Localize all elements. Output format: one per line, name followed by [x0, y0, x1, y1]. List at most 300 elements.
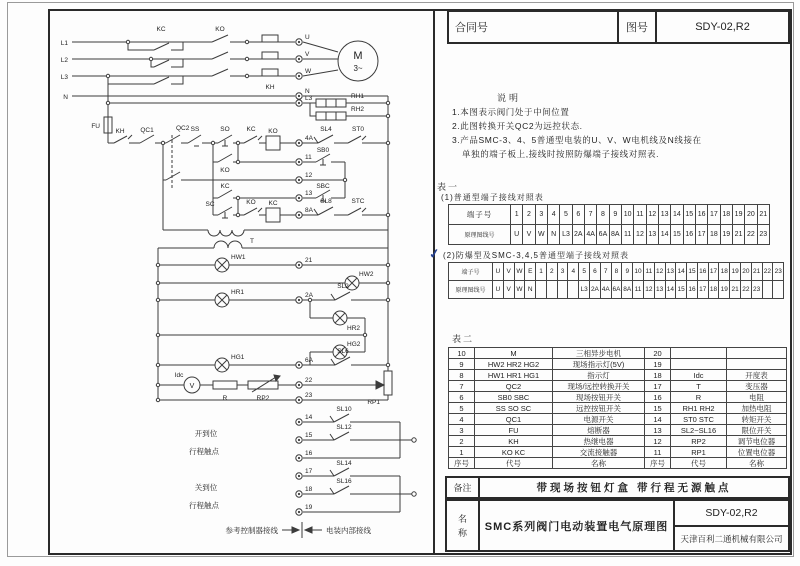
component-cell: M: [475, 348, 553, 359]
terminal-cell: V: [504, 263, 515, 281]
wire-cell: 16: [684, 225, 696, 245]
component-cell: 变压器: [727, 381, 787, 392]
component-table: [448, 347, 787, 469]
name-block: [445, 499, 790, 552]
component-cell: 现场/远控转换开关: [553, 381, 645, 392]
terminal-cell: 21: [758, 205, 770, 225]
terminal-cell: 8: [597, 205, 609, 225]
header-cell: 名称: [727, 458, 787, 469]
component-cell: RP2: [671, 436, 727, 447]
label-v: V: [305, 51, 310, 58]
wire-cell: W: [515, 281, 526, 299]
wire-cell: 19: [719, 281, 730, 299]
terminal-cell: 10: [633, 263, 644, 281]
terminal-cell: 9: [622, 263, 633, 281]
table1-caption: 表一: [437, 182, 460, 192]
label-sl2: SL2: [337, 283, 349, 290]
terminal-cell: 20: [745, 205, 757, 225]
wire-cell: W: [536, 225, 548, 245]
component-cell: HW1 HR1 HG1: [475, 370, 553, 381]
table-row: [449, 425, 787, 436]
terminal-cell: 13: [666, 263, 677, 281]
kh-heater: [262, 69, 278, 76]
component-cell: 20: [645, 348, 671, 359]
label-12: 12: [305, 172, 313, 179]
terminal-cell: 14: [676, 263, 687, 281]
terminal-cell: 17: [708, 205, 720, 225]
label-19: 19: [305, 504, 313, 511]
label-sl8: SL8: [320, 198, 332, 205]
label-ko: KO: [215, 26, 225, 33]
wire-cell: 4A: [601, 281, 612, 299]
wire-cell: [763, 281, 774, 299]
label-sl10: SL10: [336, 406, 352, 413]
label-23: 23: [305, 392, 313, 399]
terminal-cell: 22: [763, 263, 774, 281]
wire-cell: 13: [647, 225, 659, 245]
label-l2: L2: [60, 57, 68, 64]
component-cell: SL2~SL16: [671, 425, 727, 436]
component-cell: 14: [645, 414, 671, 425]
terminal-cell: 16: [696, 205, 708, 225]
label-open-position: 开到位: [194, 429, 218, 438]
panel-divider: [433, 9, 435, 553]
label-travel-contact-2: 行程触点: [189, 501, 219, 510]
component-cell: 熔断器: [553, 425, 645, 436]
table2-subtitle: (2)防爆型及SMC-3,4,5普通型端子接线对照表: [443, 251, 630, 260]
label-motor: M: [353, 50, 363, 62]
label-18: 18: [305, 486, 313, 493]
label-fu: FU: [91, 123, 100, 130]
table-row: [449, 436, 787, 447]
label-n2: N: [305, 88, 310, 95]
label-2a: 2A: [305, 292, 313, 299]
label-transformer: T: [250, 238, 254, 245]
component-cell: 13: [645, 425, 671, 436]
contract-no-cell: [449, 12, 617, 42]
remark-label: 备注: [447, 478, 480, 497]
label-motor-phase: 3~: [353, 64, 363, 73]
terminal-cell: 4: [568, 263, 579, 281]
wire-cell: 18: [708, 225, 720, 245]
note-item-2: 2.此图转换开关QC2为远控状态.: [452, 121, 583, 131]
note-item-3: 3.产品SMC-3、4、5普通型电装的U、V、W电机线及N线接在: [452, 135, 702, 145]
table-row: [449, 263, 784, 281]
label-so: SO: [220, 126, 230, 133]
wire-cell: 16: [687, 281, 698, 299]
wire-cell: 2A: [590, 281, 601, 299]
wire-cell: 17: [696, 225, 708, 245]
component-table-caption: 表二: [452, 334, 475, 344]
terminal-cell: 4: [548, 205, 560, 225]
label-sl12: SL12: [336, 424, 352, 431]
label-kc-aux: KC: [220, 183, 230, 190]
wire-cell: 12: [634, 225, 646, 245]
wire-cell: 11: [622, 225, 634, 245]
terminal-cell: 6: [573, 205, 585, 225]
terminal-cell: 15: [684, 205, 696, 225]
circuit-schematic: [48, 9, 433, 552]
table-row: [449, 205, 770, 225]
wire-cell: U: [511, 225, 523, 245]
kc-coil: [266, 208, 280, 222]
table-row: [449, 359, 787, 370]
terminal-cell: 2: [523, 205, 535, 225]
wire-cell: [773, 281, 784, 299]
label-14: 14: [305, 414, 313, 421]
wire-cell: 12: [644, 281, 655, 299]
drawing-no-label: 图号: [626, 22, 648, 34]
component-cell: 10: [449, 348, 475, 359]
table-row: [449, 348, 787, 359]
label-l1: L1: [60, 40, 68, 47]
row-label: 端子号: [449, 205, 511, 225]
terminal-cell: 10: [622, 205, 634, 225]
label-16: 16: [305, 450, 313, 457]
rh2-resistor: [316, 112, 346, 120]
terminal-cell: 21: [752, 263, 763, 281]
label-rp2: RP2: [256, 395, 270, 402]
wire-cell: [536, 281, 547, 299]
component-cell: 远控按钮开关: [553, 403, 645, 414]
wire-cell: 6A: [612, 281, 623, 299]
component-cell: 5: [449, 403, 475, 414]
label-r: R: [222, 395, 228, 402]
label-sl4: SL4: [320, 126, 332, 133]
wire-cell: 17: [698, 281, 709, 299]
label-ko-nc: KO: [246, 199, 256, 206]
indicator-lamps: [184, 258, 359, 393]
wire-cell: 21: [730, 281, 741, 299]
terminal-cell: 12: [647, 205, 659, 225]
r-resistor: [213, 381, 237, 389]
component-cell: 9: [449, 359, 475, 370]
component-cell: KH: [475, 436, 553, 447]
contract-no-label: 合同号: [455, 22, 488, 34]
label-stc: STC: [351, 198, 365, 205]
ko-contacts: [212, 35, 228, 76]
row2-contacts: [218, 154, 330, 162]
terminal-cell: 11: [644, 263, 655, 281]
component-cell: 17: [645, 381, 671, 392]
label-sl6: SL6: [337, 348, 349, 355]
wire-cell: 18: [709, 281, 720, 299]
rh1-resistor: [316, 99, 346, 107]
component-cell: QC2: [475, 381, 553, 392]
terminal-cell: 7: [585, 205, 597, 225]
wire-cell: L3: [560, 225, 572, 245]
component-cell: 指示灯: [553, 370, 645, 381]
terminal-cells: [511, 205, 770, 225]
wire-cell: [547, 281, 558, 299]
component-cell: 热继电器: [553, 436, 645, 447]
terminal-cell: 18: [721, 205, 733, 225]
table1-subtitle: (1)普通型端子接线对照表: [441, 193, 544, 202]
legend-arrows: [282, 522, 322, 538]
table-row: [449, 370, 787, 381]
label-15: 15: [305, 432, 313, 439]
header-cell: 代号: [671, 458, 727, 469]
component-cell: KO KC: [475, 447, 553, 458]
label-4a: 4A: [305, 135, 313, 142]
terminal-cell: 15: [687, 263, 698, 281]
header-cell: 序号: [645, 458, 671, 469]
component-cell: [671, 348, 727, 359]
ko-coil: [266, 136, 280, 150]
table-row: [449, 447, 787, 458]
terminal-cell: 3: [536, 205, 548, 225]
component-cell: 现场按钮开关: [553, 392, 645, 403]
label-qc1: QC1: [140, 127, 154, 134]
label-ko-aux: KO: [220, 167, 230, 174]
wire-cell: 15: [676, 281, 687, 299]
terminal-cell: 23: [773, 263, 784, 281]
terminal-cell: W: [515, 263, 526, 281]
label-rh2: RH2: [351, 106, 365, 113]
terminal-cell: 12: [655, 263, 666, 281]
component-cell: 交流接触器: [553, 447, 645, 458]
component-cell: 1: [449, 447, 475, 458]
note-item-1: 1.本图表示阀门处于中间位置: [452, 107, 570, 117]
label-rh1: RH1: [351, 93, 365, 100]
component-cell: 15: [645, 403, 671, 414]
label-kc-coil: KC: [268, 200, 278, 207]
label-sbc: SBC: [316, 183, 330, 190]
label-st0: ST0: [352, 126, 364, 133]
terminal-cell: 6: [590, 263, 601, 281]
component-cell: 3: [449, 425, 475, 436]
table-row: [449, 225, 770, 245]
row3-contact: [166, 172, 180, 180]
terminal-cell: 9: [610, 205, 622, 225]
terminal-cell: 2: [547, 263, 558, 281]
label-hr2: HR2: [347, 325, 361, 332]
company-name: 天津百利二通机械有限公司: [680, 533, 783, 544]
component-cell: 6: [449, 392, 475, 403]
name-label: 名称: [447, 501, 480, 550]
table-header-row: [449, 458, 787, 469]
terminal-cell: 1: [536, 263, 547, 281]
component-cell: 16: [645, 392, 671, 403]
travel-contact-wiring: [303, 414, 412, 512]
component-cell: 19: [645, 359, 671, 370]
wire-cell: 22: [741, 281, 752, 299]
component-cell: 11: [645, 447, 671, 458]
component-cell: RH1 RH2: [671, 403, 727, 414]
header-cell: 代号: [475, 458, 553, 469]
wire-cell: 19: [721, 225, 733, 245]
label-voltmeter: V: [189, 383, 195, 390]
label-n: N: [63, 94, 68, 101]
wire-cell: V: [523, 225, 535, 245]
label-kc: KC: [156, 26, 166, 33]
terminal-cell: 13: [659, 205, 671, 225]
terminal-cell: 19: [730, 263, 741, 281]
terminal-points: [296, 39, 302, 515]
terminal-cell: 8: [612, 263, 623, 281]
kh-heater: [262, 52, 278, 59]
terminal-cell: 18: [719, 263, 730, 281]
component-cell: 12: [645, 436, 671, 447]
label-sl16: SL16: [336, 478, 352, 485]
label-legend-left: 参考控制器接线: [225, 526, 278, 535]
wire-cells: [511, 225, 770, 245]
terminal-cell: E: [525, 263, 536, 281]
component-cell: 调节电位器: [727, 436, 787, 447]
label-21: 21: [305, 257, 313, 264]
label-travel-contact-1: 行程触点: [189, 447, 219, 456]
wire-cell: 21: [733, 225, 745, 245]
wire-cell: 23: [758, 225, 770, 245]
wire-cell: 23: [752, 281, 763, 299]
drawing-no-value-cell: [655, 12, 788, 42]
wire-cell: 4A: [585, 225, 597, 245]
terminal-cells: [493, 263, 784, 281]
wire-cell: 2A: [573, 225, 585, 245]
terminal-cell: 1: [511, 205, 523, 225]
terminal-cell: 16: [698, 263, 709, 281]
wire-cell: 6A: [597, 225, 609, 245]
terminal-cell: 5: [579, 263, 590, 281]
label-kh-contact: KH: [115, 128, 125, 135]
label-8a: 8A: [305, 207, 313, 214]
label-22: 22: [305, 377, 313, 384]
terminal-cell: 20: [741, 263, 752, 281]
component-cell: RP1: [671, 447, 727, 458]
kc-contacts: [154, 43, 169, 84]
label-close-position: 关到位: [194, 483, 218, 492]
wire-cell: N: [548, 225, 560, 245]
component-cell: 限位开关: [727, 425, 787, 436]
label-idc: Idc: [174, 372, 184, 379]
label-13: 13: [305, 190, 313, 197]
label-legend-right: 电装内部接线: [326, 526, 371, 535]
component-cell: 现场指示灯(5V): [553, 359, 645, 370]
component-cell: 位置电位器: [727, 447, 787, 458]
row-label: 原理图线号: [449, 225, 511, 245]
component-cell: 7: [449, 381, 475, 392]
terminal-table-normal: [448, 204, 770, 245]
remark-block: [445, 476, 790, 499]
component-cell: 电源开关: [553, 414, 645, 425]
label-rp1: RP1: [367, 399, 380, 406]
power-wiring: [72, 35, 388, 96]
header-cell: 序号: [449, 458, 475, 469]
label-hw2: HW2: [359, 271, 374, 278]
label-l3: L3: [60, 74, 68, 81]
wiper-arrow: [376, 381, 384, 389]
wire-cell: 15: [671, 225, 683, 245]
row-label: 原理图线号: [449, 281, 493, 299]
junction-points: [106, 40, 416, 496]
component-cell: QC1: [475, 414, 553, 425]
table-row: [449, 414, 787, 425]
label-ko-coil: KO: [268, 128, 278, 135]
terminal-cell: 19: [733, 205, 745, 225]
wire-cell: 22: [745, 225, 757, 245]
component-cell: FU: [475, 425, 553, 436]
terminal-cell: 3: [558, 263, 569, 281]
drawing-name: SMC系列阀门电动装置电气原理图: [480, 501, 675, 550]
label-qc2: QC2: [176, 125, 190, 132]
component-cell: 加热电阻: [727, 403, 787, 414]
wire-cell: L3: [579, 281, 590, 299]
wire-cell: V: [504, 281, 515, 299]
wire-cell: N: [525, 281, 536, 299]
component-cell: HW2 HR2 HG2: [475, 359, 553, 370]
note-item-4: 单独的端子板上,接线时按照防爆端子接线对照表.: [462, 149, 660, 159]
row4-contacts: [218, 190, 330, 198]
wire-cell: [568, 281, 579, 299]
terminal-cell: 7: [601, 263, 612, 281]
component-cell: SS SO SC: [475, 403, 553, 414]
drawing-no-label-cell: [617, 12, 655, 42]
terminal-cell: 5: [560, 205, 572, 225]
table-row: [449, 403, 787, 414]
wire-cell: 14: [659, 225, 671, 245]
label-ss: SS: [190, 126, 200, 133]
remark-text: 带现场按钮灯盒 带行程无源触点: [536, 482, 732, 494]
component-cell: [671, 359, 727, 370]
wire-cell: 8A: [622, 281, 633, 299]
doc-number: SDY-02,R2: [675, 501, 788, 527]
component-cell: Idc: [671, 370, 727, 381]
label-hg1: HG1: [231, 354, 245, 361]
label-kh: KH: [265, 84, 275, 91]
label-hw1: HW1: [231, 254, 246, 261]
doc-info-column: [675, 501, 788, 550]
wire-cell: 8A: [610, 225, 622, 245]
wire-cell: [558, 281, 569, 299]
terminal-cell: 17: [709, 263, 720, 281]
component-cell: 8: [449, 370, 475, 381]
header-cell: 名称: [553, 458, 645, 469]
component-cell: [727, 348, 787, 359]
label-u: U: [305, 34, 310, 41]
wire-cells: [493, 281, 784, 299]
component-cell: 三相异步电机: [553, 348, 645, 359]
rp1-potentiometer: [384, 371, 392, 395]
table-row: [449, 281, 784, 299]
terminal-cell: 14: [671, 205, 683, 225]
table-row: [449, 392, 787, 403]
terminal-cell: U: [493, 263, 504, 281]
label-sc: SC: [205, 201, 215, 208]
label-6a: 6A: [305, 357, 313, 364]
label-l3-term: L3: [305, 95, 313, 102]
drawing-no-value: SDY-02,R2: [695, 21, 750, 33]
label-hr1: HR1: [231, 289, 245, 296]
component-cell: [727, 359, 787, 370]
component-cell: SB0 SBC: [475, 392, 553, 403]
label-w: W: [305, 68, 312, 75]
component-cell: 电阻: [727, 392, 787, 403]
component-cell: 18: [645, 370, 671, 381]
wire-cell: 14: [666, 281, 677, 299]
label-hg2: HG2: [347, 341, 361, 348]
label-kc-nc: KC: [246, 126, 256, 133]
transformer-symbol: [158, 230, 388, 248]
component-cell: 4: [449, 414, 475, 425]
terminal-cell: 11: [634, 205, 646, 225]
label-sb0: SB0: [316, 147, 330, 154]
component-cell: 转矩开关: [727, 414, 787, 425]
table-row: [449, 381, 787, 392]
wire-cell: U: [493, 281, 504, 299]
row-label: 端子号: [449, 263, 493, 281]
component-cell: 开度表: [727, 370, 787, 381]
wire-cell: 13: [655, 281, 666, 299]
